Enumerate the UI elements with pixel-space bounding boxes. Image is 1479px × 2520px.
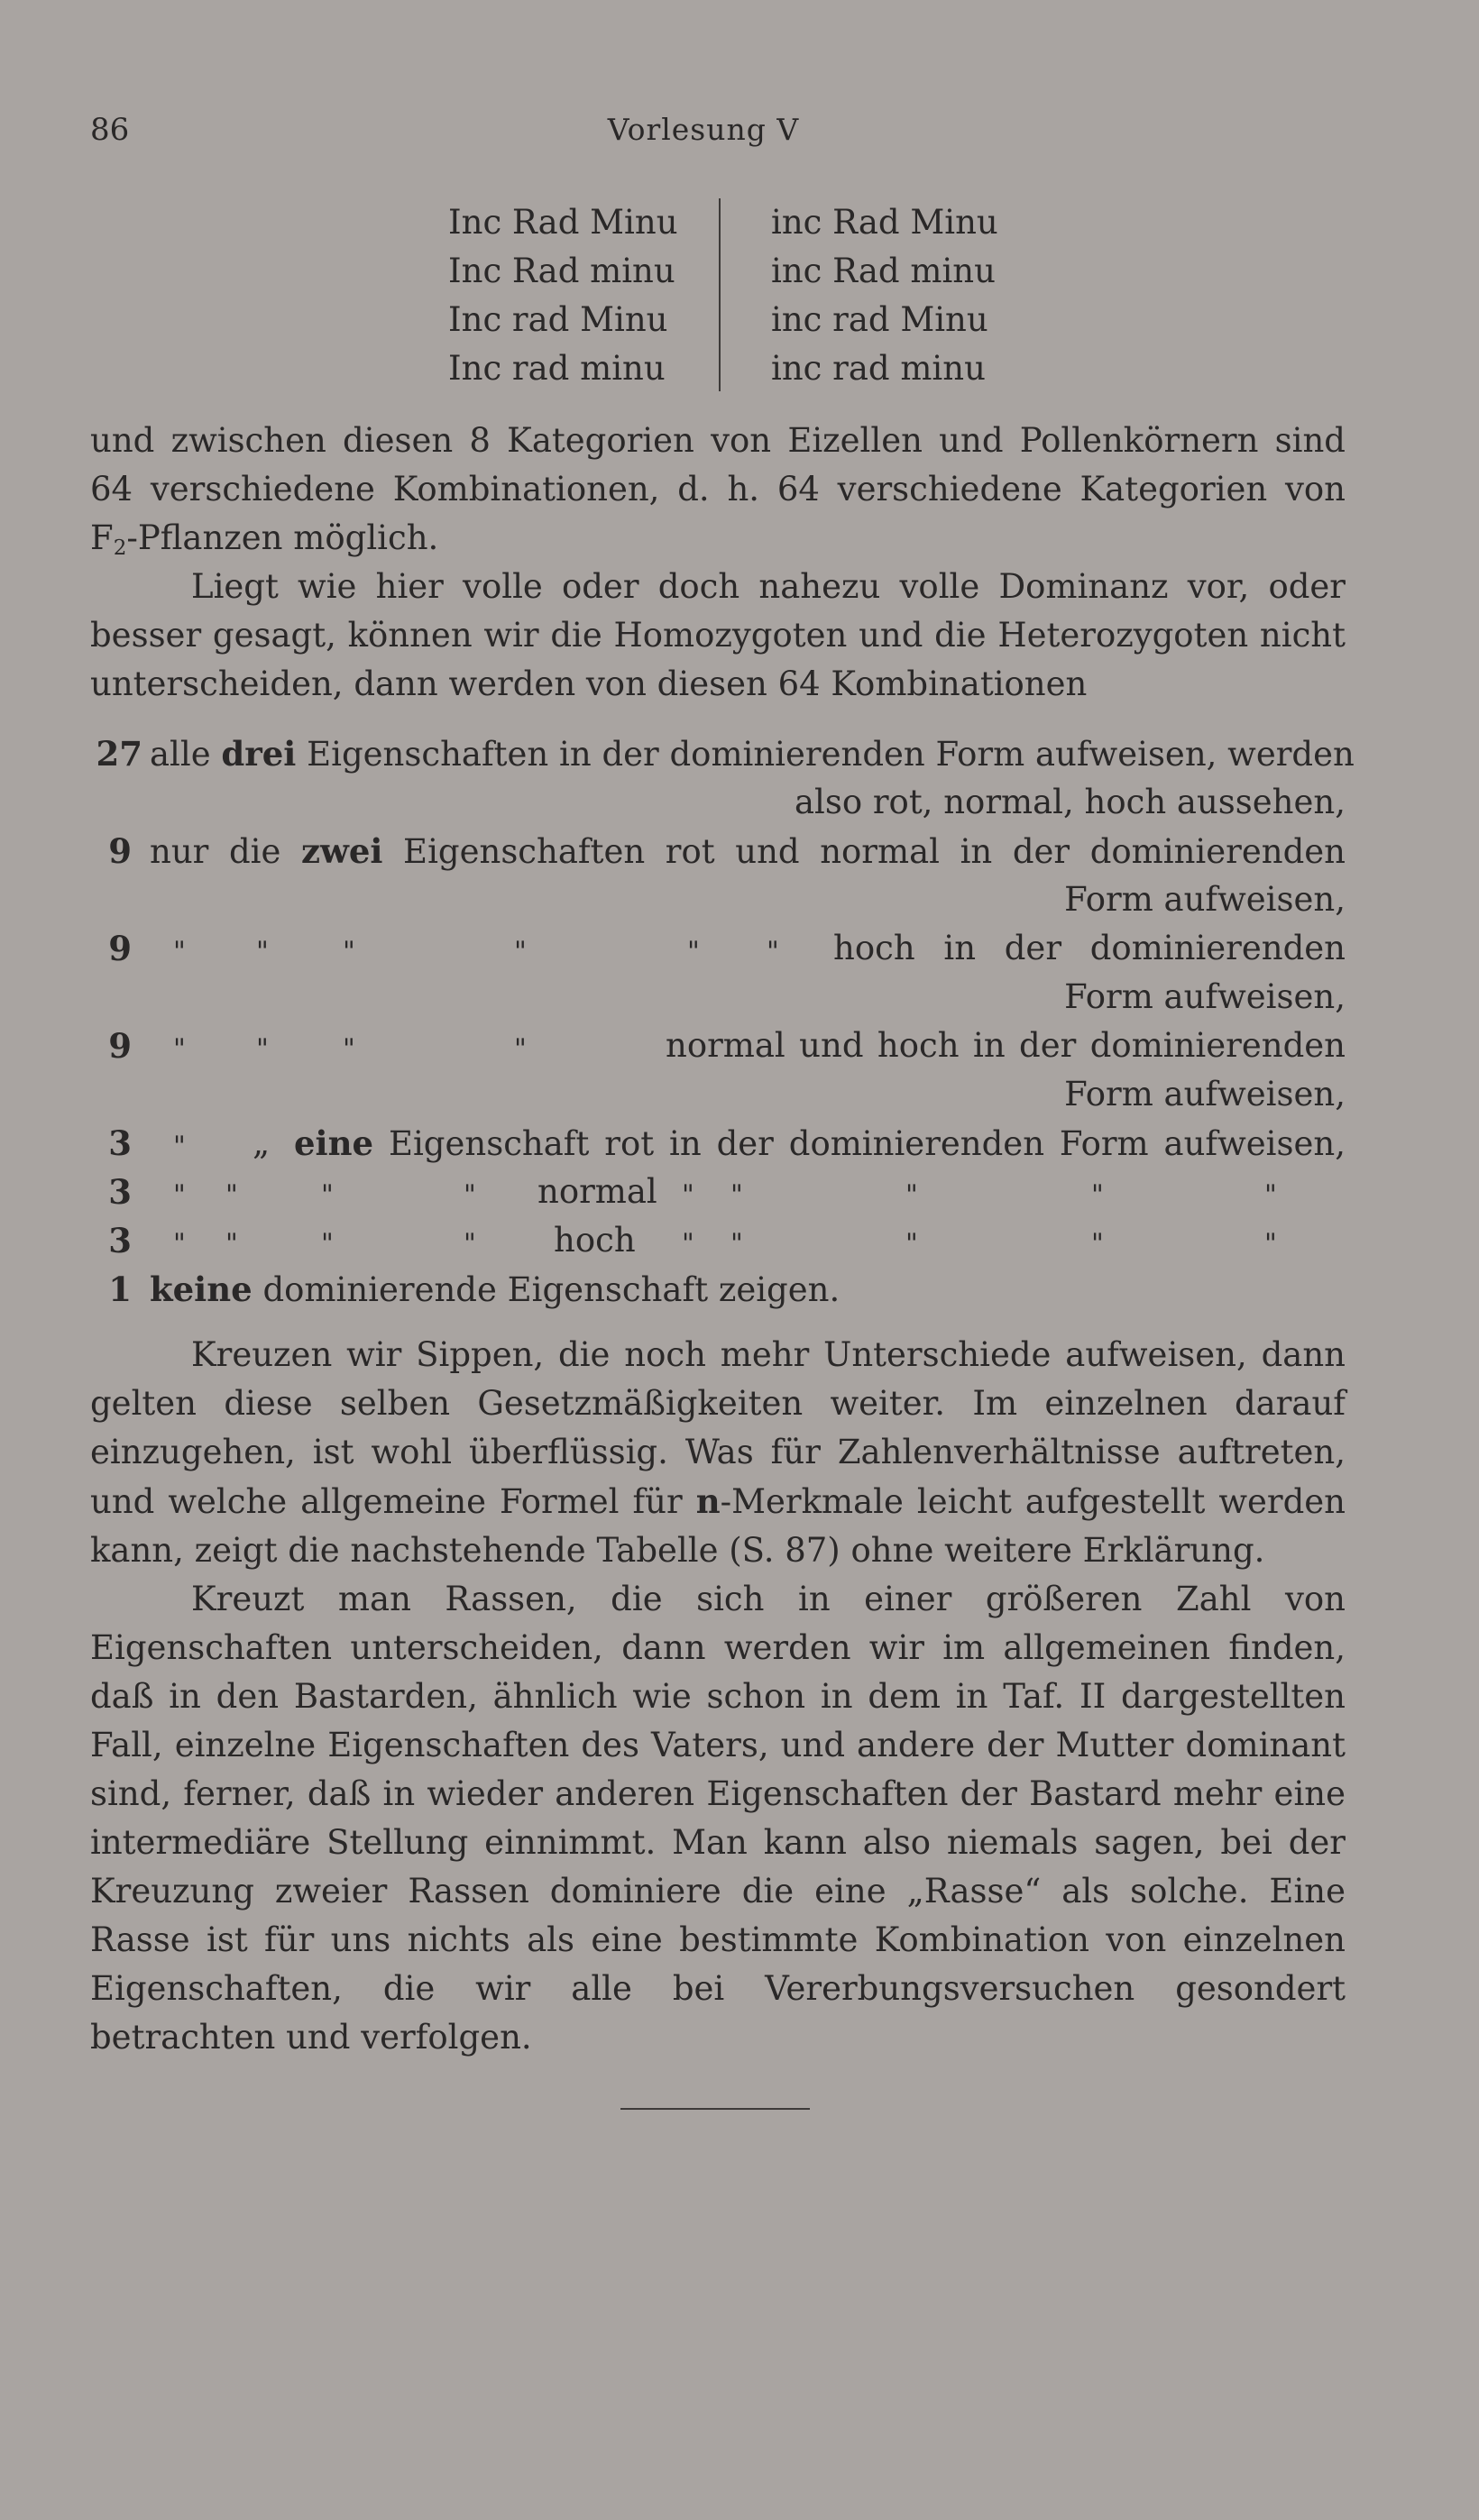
ditto-mark: " — [1091, 1179, 1104, 1211]
ditto-mark: " — [173, 1131, 186, 1162]
ditto-mark: " — [767, 936, 779, 967]
gamete-list-right — [771, 198, 998, 393]
ditto-mark: " — [225, 1179, 238, 1211]
list-count: 3 — [108, 1123, 132, 1163]
ditto-mark: " — [256, 1033, 269, 1065]
ditto-mark: " — [682, 1179, 694, 1211]
gamete-right-3: inc rad Minu — [771, 300, 988, 339]
list-item-cont: Form aufweisen, — [1064, 977, 1346, 1016]
table-divider — [719, 198, 721, 391]
ditto-mark: " — [343, 1033, 355, 1065]
paragraph-line: $F_2$-Pflanzen möglich. — [90, 518, 439, 560]
ditto-mark: " — [173, 1033, 186, 1065]
ditto-mark: " — [321, 1228, 334, 1260]
list-item: eine Eigenschaft rot in der dominierenden Form aufweisen, — [294, 1123, 1346, 1163]
gamete-right-2: inc Rad minu — [771, 252, 996, 290]
body-text — [90, 1331, 1346, 2062]
list-item: hoch — [554, 1221, 636, 1260]
list-item-cont: Form aufweisen, — [1064, 1075, 1346, 1113]
gamete-list-left — [448, 198, 678, 393]
running-title: Vorlesung V — [607, 112, 800, 147]
list-count: 9 — [108, 831, 132, 871]
ditto-mark: " — [321, 1179, 334, 1211]
ditto-mark: " — [173, 1179, 186, 1211]
list-item: normal und hoch in der dominierenden — [666, 1026, 1346, 1065]
list-item: nur die zwei Eigenschaften rot und normal in der dominierenden — [150, 831, 1346, 871]
paragraph: Kreuzt man Rassen, die sich in einer größeren Zahl von Eigenschaften unterscheiden, dann werden wir im allgemeinen finden, daß in den Bastarden, ähnlich wie schon in dem in Taf. II dargestellten Fall, einzelne Eigenschaften des Vaters, und andere der Mutter dominant sind, ferner, daß in wieder anderen Eigenschaften der Bastard mehr eine intermediäre Stellung einnimmt. Man kann also niemals sagen, bei der Kreuzung zweier Rassen dominiere die eine „Rasse“ als solche. Eine Rasse ist für uns nichts als eine bestimmte Kombination von einzelnen Eigenschaften, die wir alle bei Vererbungsversuchen gesondert betrachten und verfolgen. — [90, 1580, 1346, 2057]
ditto-mark: " — [464, 1179, 476, 1211]
gamete-left-4: Inc rad minu — [448, 349, 666, 388]
list-item: keine dominierende Eigenschaft zeigen. — [150, 1269, 841, 1309]
ditto-mark: " — [343, 936, 355, 967]
list-count: 27 — [96, 734, 142, 774]
ditto-mark: " — [514, 1033, 527, 1065]
ditto-mark: " — [1264, 1228, 1277, 1260]
ditto-mark: " — [687, 936, 700, 967]
ditto-mark: " — [1264, 1179, 1277, 1211]
paragraph: Kreuzen wir Sippen, die noch mehr Unterschiede aufweisen, dann gelten diese selben Gesetzmäßigkeiten weiter. Im einzelnen darauf einzugehen, ist wohl überflüssig. Was für Zahlenverhältnisse auftreten, und welche allgemeine Formel für n-Merkmale leicht aufgestellt werden kann, zeigt die nachstehende Tabelle (S. 87) ohne weitere Erklärung. — [90, 1335, 1346, 1570]
ditto-mark: " — [730, 1228, 743, 1260]
list-count: 9 — [108, 1026, 132, 1066]
ditto-mark: " — [256, 936, 269, 967]
ditto-mark: " — [173, 1228, 186, 1260]
ditto-mark: " — [905, 1179, 918, 1211]
ditto-mark: " — [905, 1228, 918, 1260]
list-item-cont: Form aufweisen, — [1064, 880, 1346, 919]
paragraph: Liegt wie hier volle oder doch nahezu volle Dominanz vor, oder besser gesagt, können wir die Homozygoten und die Heterozygoten nicht unterscheiden, dann werden von diesen 64 Kombinationen — [90, 567, 1346, 703]
ditto-mark: " — [225, 1228, 238, 1260]
list-item: normal — [537, 1172, 657, 1211]
ditto-mark: „ — [253, 1123, 271, 1162]
gamete-right-4: inc rad minu — [771, 349, 986, 388]
ditto-mark: " — [682, 1228, 694, 1260]
gamete-left-2: Inc Rad minu — [448, 252, 675, 290]
list-item: alle drei Eigenschaften in der dominierenden Form aufweisen, werden — [150, 734, 1355, 774]
end-rule — [620, 2108, 810, 2110]
ditto-mark: " — [173, 936, 186, 967]
ditto-mark: " — [730, 1179, 743, 1211]
page-number: 86 — [90, 112, 130, 148]
gamete-left-1: Inc Rad Minu — [448, 203, 678, 242]
ditto-mark: " — [464, 1228, 476, 1260]
gamete-left-3: Inc rad Minu — [448, 300, 668, 339]
ditto-mark: " — [1091, 1228, 1104, 1260]
intro-text — [90, 417, 1346, 709]
list-count: 3 — [108, 1172, 132, 1212]
list-count: 1 — [108, 1269, 132, 1309]
list-count: 9 — [108, 929, 132, 968]
list-count: 3 — [108, 1221, 132, 1260]
gamete-right-1: inc Rad Minu — [771, 203, 998, 242]
paragraph-line: 64 verschiedene Kombinationen, d. h. 64 verschiedene Kategorien von — [90, 470, 1346, 509]
list-item: hoch in der dominierenden — [833, 929, 1346, 967]
ditto-mark: " — [514, 936, 527, 967]
paragraph-line: und zwischen diesen 8 Kategorien von Eizellen und Pollenkörnern sind — [90, 421, 1346, 460]
list-item-cont: also rot, normal, hoch aussehen, — [794, 783, 1346, 821]
